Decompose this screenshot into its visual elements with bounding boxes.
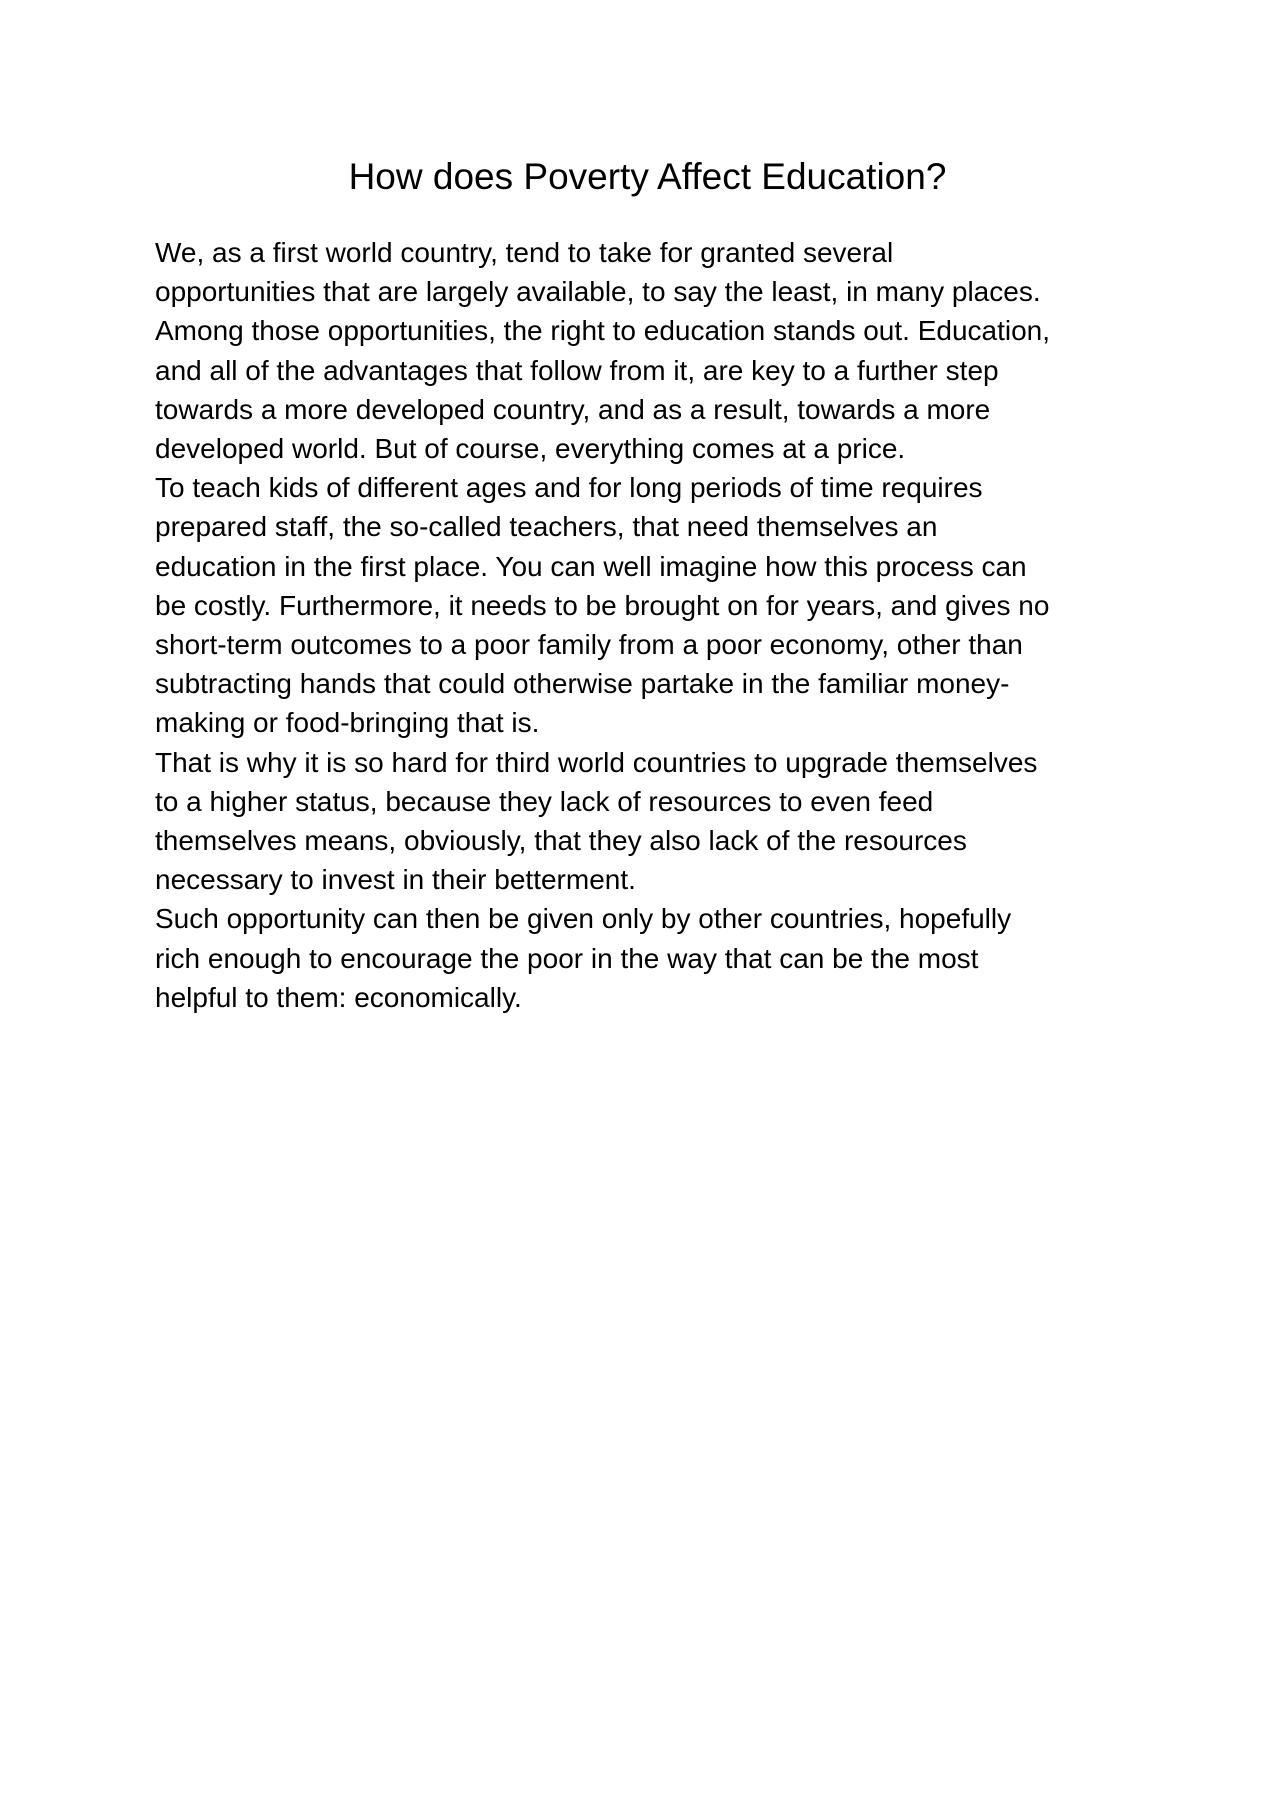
paragraph: To teach kids of different ages and for long periods of time requires prepared staff, the so-called teachers, that need themselves an education in the first place. You can well imagine how this process can be costly. Furthermore, it needs to be brought on for years, and gives no short-term outcomes to a poor family from a poor economy, other than subtracting hands that could otherwise partake in the familiar money- making or food-bringing that is.: [155, 472, 1050, 739]
paragraph: We, as a first world country, tend to take for granted several opportunities that are largely available, to say the least, in many places. Among those opportunities, the right to education stands out. Education, and all of the advantages that follow from it, are key to a further step towards a more developed country, and as a result, towards a more developed world. But of course, everything comes at a price.: [155, 237, 1051, 465]
paragraph: Such opportunity can then be given only by other countries, hopefully rich enough to encourage the poor in the way that can be the most helpful to them: economically.: [155, 903, 1012, 1013]
document-title: How does Poverty Affect Education?: [348, 156, 947, 197]
paragraph: That is why it is so hard for third world countries to upgrade themselves to a higher status, because they lack of resources to even feed themselves means, obviously, that they also lack of the resources necessary to invest in their betterment.: [155, 746, 1038, 896]
document-body: [155, 233, 1145, 1017]
